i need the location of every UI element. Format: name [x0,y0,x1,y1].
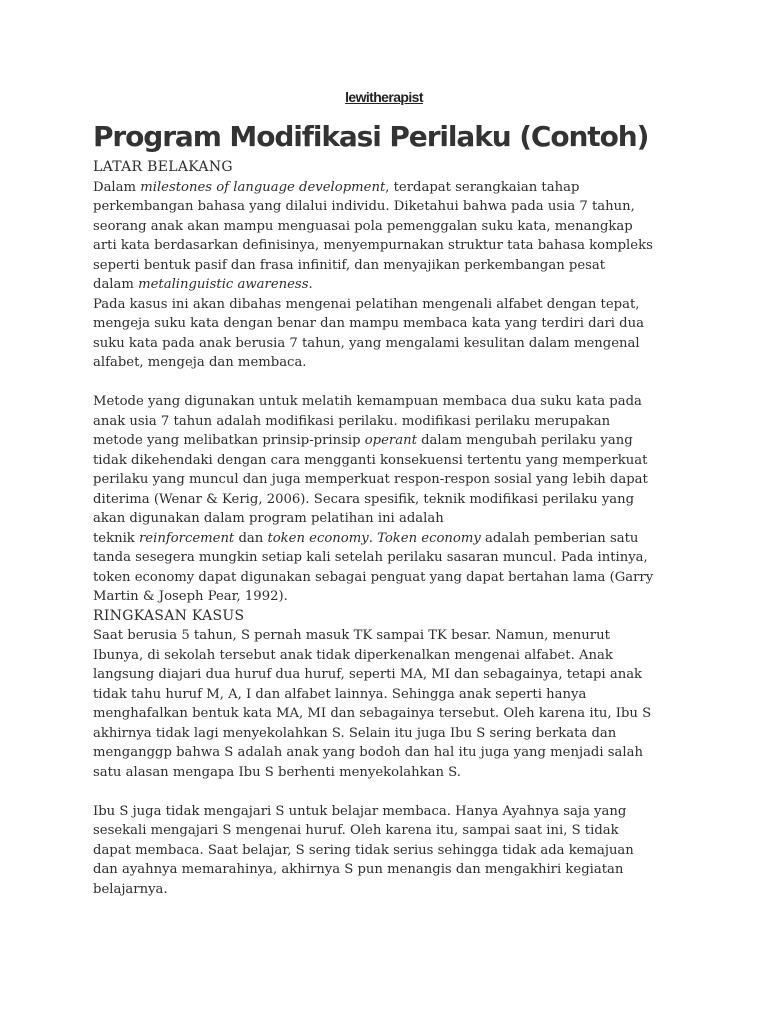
text-line: belajarnya. [93,881,168,897]
text-line: perilaku yang muncul dan juga memperkuat respon-respon sosial yang lebih dapat [93,472,648,487]
text-line: tidak tahu huruf M, A, I dan alfabet lainnya. Sehingga anak seperti hanya [93,686,587,702]
text-segment: dan [234,530,268,546]
paragraph [93,295,693,373]
text-line: sesekali mengajari S mengenai huruf. Oleh karena itu, sampai saat ini, S tidak [93,823,619,838]
text-line [93,178,693,198]
text-line: Ibu S juga tidak mengajari S untuk belajar membaca. Hanya Ayahnya saja yang [93,803,627,819]
paragraph [93,392,693,607]
text-line: anak usia 7 tahun adalah modifikasi perilaku. modifikasi perilaku merupakan [93,413,611,429]
section-heading-latar-belakang: LATAR BELAKANG [93,159,233,175]
text-line: dan ayahnya memarahinya, akhirnya S pun menangis dan mengakhiri kegiatan [93,862,624,877]
text-line: diterima (Wenar & Kerig, 2006). Secara spesifik, teknik modifikasi perilaku yang [93,491,635,507]
text-line: tidak dikehendaki dengan cara mengganti konsekuensi tertentu yang memperkuat [93,452,648,468]
text-line: langsung diajari dua huruf dua huruf, seperti MA, MI dan sebagainya, tetapi anak [93,667,643,682]
paragraph [93,802,693,900]
text-segment: , terdapat serangkaian tahap [385,179,580,195]
text-line: arti kata berdasarkan definisinya, menyempurnakan struktur tata bahasa kompleks [93,238,653,253]
text-segment: . [368,530,378,546]
text-segment: . [308,277,313,292]
text-segment: adalah pemberian satu [480,530,639,546]
text-segment: metode yang melibatkan prinsip-prinsip [93,433,365,448]
section-heading-ringkasan-kasus: RINGKASAN KASUS [93,607,245,624]
italic-term: token economy [267,530,369,546]
italic-term: reinforcement [139,530,235,546]
text-line: dapat membaca. Saat belajar, S sering tidak serius sehingga tidak ada kemajuan [93,842,634,858]
text-line: Martin & Joseph Pear, 1992). [93,589,288,604]
text-line: Ibunya, di sekolah tersebut anak tidak diperkenalkan mengenai alfabet. Anak [93,647,613,663]
text-segment: dalam mengubah perilaku yang [416,433,633,448]
text-line: suku kata pada anak berusia 7 tahun, yang mengalami kesulitan dalam mengenal [93,335,640,351]
text-line: token economy dapat digunakan sebagai penguat yang dapat bertahan lama (Garry [93,569,654,585]
italic-term: milestones of language development [140,179,386,195]
text-line: akhirnya tidak lagi menyekolahkan S. Selain itu juga Ibu S sering berkata dan [93,725,617,741]
paragraph [93,626,693,782]
text-line: menghafalkan bentuk kata MA, MI dan sebagainya tersebut. Oleh karena itu, Ibu S [93,706,652,721]
text-line: menganggp bahwa S adalah anak yang bodoh dan hal itu juga yang menjadi salah [93,745,643,760]
document-body [93,158,693,899]
text-line: Saat berusia 5 tahun, S pernah masuk TK sampai TK besar. Namun, menurut [93,628,610,643]
text-segment: dalam [93,277,139,292]
italic-term: operant [364,433,417,448]
text-segment: teknik [93,530,139,546]
paragraph-gap [93,782,693,802]
text-line: alfabet, mengeja dan membaca. [93,355,307,370]
text-line: Pada kasus ini akan dibahas mengenai pelatihan mengenali alfabet dengan tepat, [93,296,640,312]
text-line: seorang anak akan mampu menguasai pola pemenggalan suku kata, menangkap [93,218,633,234]
text-line: mengeja suku kata dengan benar dan mampu membaca kata yang terdiri dari dua [93,316,644,331]
text-segment: Dalam [93,179,141,195]
text-line: akan digunakan dalam program pelatihan ini adalah [93,511,444,526]
text-line: tanda sesegera mungkin setiap kali setelah perilaku sasaran muncul. Pada intinya, [93,550,648,565]
italic-term: Token economy [377,530,481,546]
paragraph [93,178,693,295]
site-name-link[interactable]: lewitherapist [345,89,423,105]
paragraph-gap [93,373,693,393]
text-line: perkembangan bahasa yang dilalui individu. Diketahui bahwa pada usia 7 tahun, [93,199,635,214]
text-line: satu alasan mengapa Ibu S berhenti menyekolahkan S. [93,764,461,780]
text-line: Metode yang digunakan untuk melatih kemampuan membaca dua suku kata pada [93,394,642,409]
italic-term: metalinguistic awareness [138,277,309,292]
text-line [93,431,693,451]
page-title: Program Modifikasi Perilaku (Contoh) [93,120,649,153]
text-line [93,529,693,549]
text-line [93,275,693,295]
text-line: seperti bentuk pasif dan frasa infinitif, dan menyajikan perkembangan pesat [93,257,606,273]
